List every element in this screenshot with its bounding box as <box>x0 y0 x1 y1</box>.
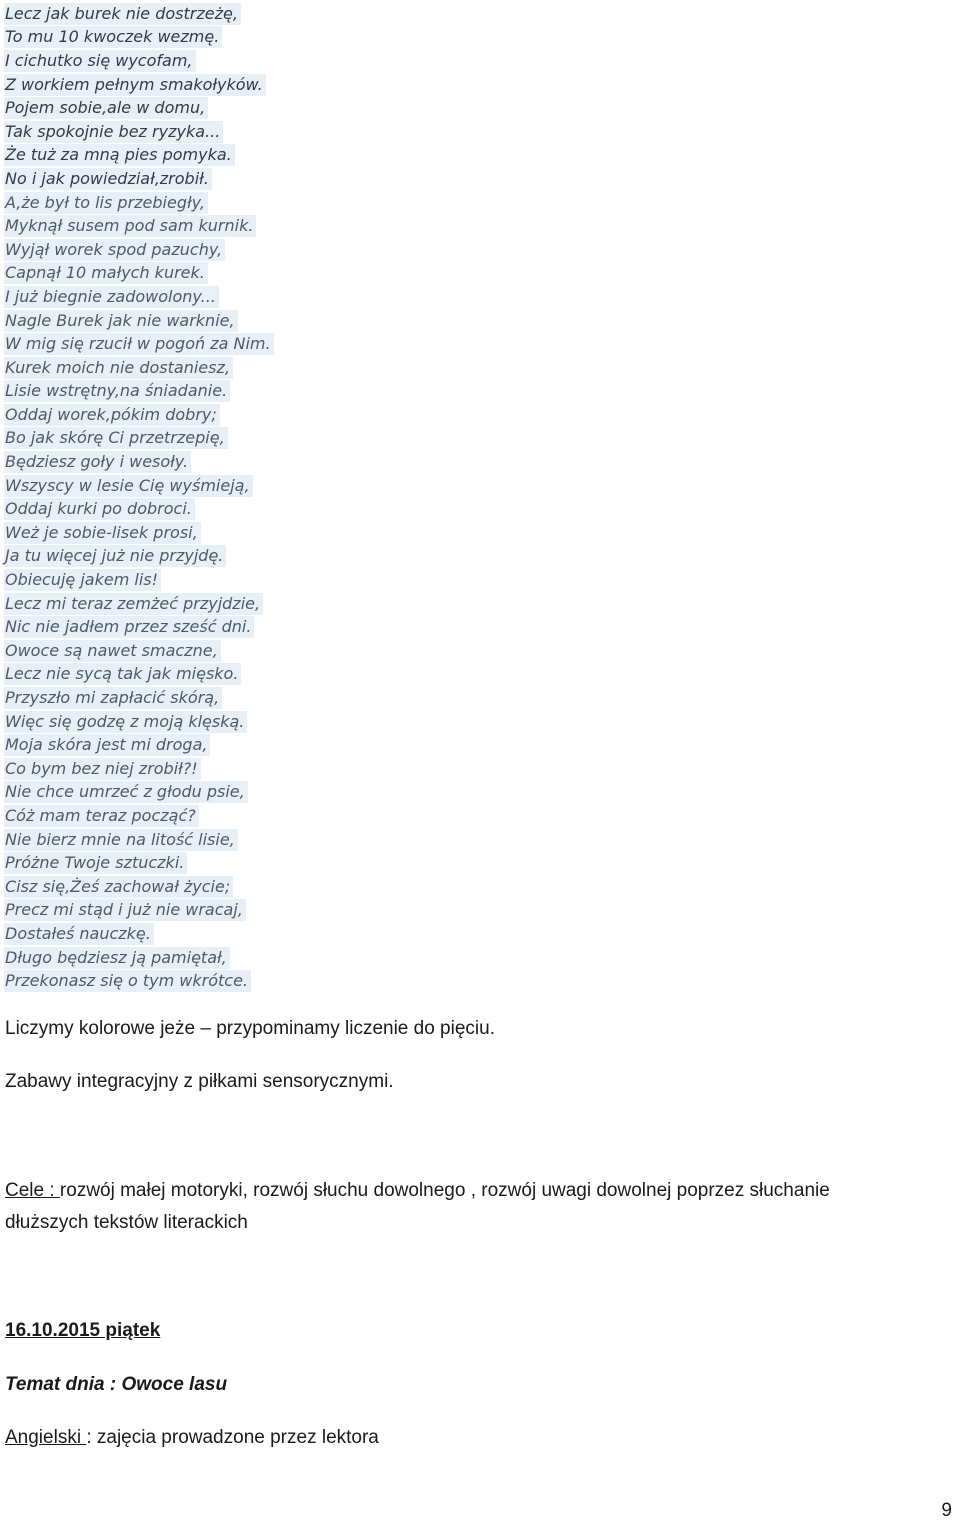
poem-line <box>4 214 274 238</box>
english-label: Angielski <box>5 1427 87 1448</box>
poem-line-text: Co bym bez niej zrobił?! <box>4 758 201 780</box>
poem-line-text: Wszyscy w lesie Cię wyśmieją, <box>4 475 253 497</box>
poem-line <box>4 946 274 970</box>
english-text: : zajęcia prowadzone przez lektora <box>86 1427 379 1448</box>
poem-line-text: Obiecuję jakem lis! <box>4 569 161 591</box>
poem-line <box>4 592 274 616</box>
goals-label: Cele : <box>5 1180 60 1201</box>
poem-line <box>4 285 274 309</box>
poem-line <box>4 2 274 26</box>
poem-line-text: Lisie wstrętny,na śniadanie. <box>4 380 230 402</box>
page-number: 9 <box>941 1500 952 1521</box>
poem-line-text: Nie chce umrzeć z głodu psie, <box>4 781 248 803</box>
poem-line-text: Więc się godzę z moją klęską. <box>4 711 247 733</box>
poem-line-text: I cichutko się wycofam, <box>4 50 196 72</box>
poem-line-text: Że tuż za mną pies pomyka. <box>4 144 235 166</box>
poem-line <box>4 733 274 757</box>
goals-line-1 <box>5 1180 830 1202</box>
poem-line <box>4 474 274 498</box>
poem-line <box>4 710 274 734</box>
poem-line-text: A,że był to lis przebiegły, <box>4 192 208 214</box>
poem-line-text: Cóż mam teraz począć? <box>4 805 199 827</box>
poem-line <box>4 851 274 875</box>
poem-line-text: Moja skóra jest mi droga, <box>4 734 210 756</box>
goals-line-2: dłuższych tekstów literackich <box>5 1212 248 1233</box>
poem-line <box>4 757 274 781</box>
poem-line <box>4 120 274 144</box>
goals-text-1: rozwój małej motoryki, rozwój słuchu dowolnego , rozwój uwagi dowolnej poprzez słuchanie <box>59 1180 830 1201</box>
poem-line <box>4 875 274 899</box>
poem-line <box>4 144 274 168</box>
poem-line-text: I już biegnie zadowolony... <box>4 286 219 308</box>
poem-line <box>4 49 274 73</box>
counting-activity: Liczymy kolorowe jeże – przypominamy liczenie do pięciu. <box>5 1018 495 1039</box>
poem-line-text: Pojem sobie,ale w domu, <box>4 97 208 119</box>
poem-line <box>4 663 274 687</box>
english-line <box>5 1427 379 1449</box>
poem-line-text: Lecz nie sycą tak jak mięsko. <box>4 663 241 685</box>
poem-line <box>4 828 274 852</box>
poem-line-text: Będziesz goły i wesoły. <box>4 451 191 473</box>
poem-line-text: Lecz mi teraz zemżeć przyjdzie, <box>4 593 263 615</box>
poem-line-text: Oddaj kurki po dobroci. <box>4 498 195 520</box>
poem-line-text: Przekonasz się o tym wkrótce. <box>4 970 251 992</box>
poem-line-text: Capnął 10 małych kurek. <box>4 262 208 284</box>
day-topic: Temat dnia : Owoce lasu <box>5 1374 228 1395</box>
poem-line-text: Ja tu więcej już nie przyjdę. <box>4 545 226 567</box>
poem-line-text: Próżne Twoje sztuczki. <box>4 852 187 874</box>
poem-line-text: Myknął susem pod sam kurnik. <box>4 215 256 237</box>
poem-line <box>4 427 274 451</box>
poem-line <box>4 403 274 427</box>
poem-line <box>4 545 274 569</box>
poem-line-text: Dostałeś nauczkę. <box>4 923 154 945</box>
poem-line-text: Z workiem pełnym smakołyków. <box>4 74 266 96</box>
poem-line-text: Przyszło mi zapłacić skórą, <box>4 687 222 709</box>
poem-line <box>4 356 274 380</box>
poem-line <box>4 804 274 828</box>
poem-line <box>4 450 274 474</box>
poem-line <box>4 238 274 262</box>
poem-line <box>4 167 274 191</box>
poem-line <box>4 615 274 639</box>
poem-line <box>4 96 274 120</box>
poem-line-text: Kurek moich nie dostaniesz, <box>4 357 233 379</box>
poem <box>4 2 274 993</box>
day-date: 16.10.2015 piątek <box>5 1320 161 1341</box>
poem-line <box>4 969 274 993</box>
poem-line <box>4 262 274 286</box>
poem-line <box>4 309 274 333</box>
poem-line-text: Długo będziesz ją pamiętał, <box>4 947 230 969</box>
poem-line <box>4 899 274 923</box>
poem-line <box>4 26 274 50</box>
poem-line-text: Wyjął worek spod pazuchy, <box>4 239 225 261</box>
poem-line-text: Oddaj worek,pókim dobry; <box>4 404 220 426</box>
poem-line <box>4 332 274 356</box>
poem-line <box>4 639 274 663</box>
poem-line <box>4 73 274 97</box>
poem-line <box>4 497 274 521</box>
integration-games: Zabawy integracyjny z piłkami sensorycznymi. <box>5 1071 394 1092</box>
poem-line-text: To mu 10 kwoczek wezmę. <box>4 26 222 48</box>
poem-line-text: Owoce są nawet smaczne, <box>4 640 221 662</box>
poem-line <box>4 521 274 545</box>
poem-line <box>4 922 274 946</box>
poem-line-text: Precz mi stąd i już nie wracaj, <box>4 899 246 921</box>
poem-line-text: Lecz jak burek nie dostrzeżę, <box>4 3 241 25</box>
poem-line-text: Weż je sobie-lisek prosi, <box>4 522 201 544</box>
poem-line <box>4 191 274 215</box>
poem-line-text: W mig się rzucił w pogoń za Nim. <box>4 333 274 355</box>
poem-line-text: Nic nie jadłem przez sześć dni. <box>4 616 254 638</box>
poem-line-text: Tak spokojnie bez ryzyka... <box>4 121 223 143</box>
poem-line-text: Bo jak skórę Ci przetrzepię, <box>4 427 228 449</box>
poem-line-text: Nagle Burek jak nie warknie, <box>4 310 238 332</box>
poem-line <box>4 781 274 805</box>
poem-line <box>4 686 274 710</box>
poem-line-text: Cisz się,Żeś zachował życie; <box>4 876 233 898</box>
poem-line-text: Nie bierz mnie na litość lisie, <box>4 829 238 851</box>
poem-line <box>4 380 274 404</box>
poem-line-text: No i jak powiedział,zrobił. <box>4 168 212 190</box>
poem-line <box>4 568 274 592</box>
